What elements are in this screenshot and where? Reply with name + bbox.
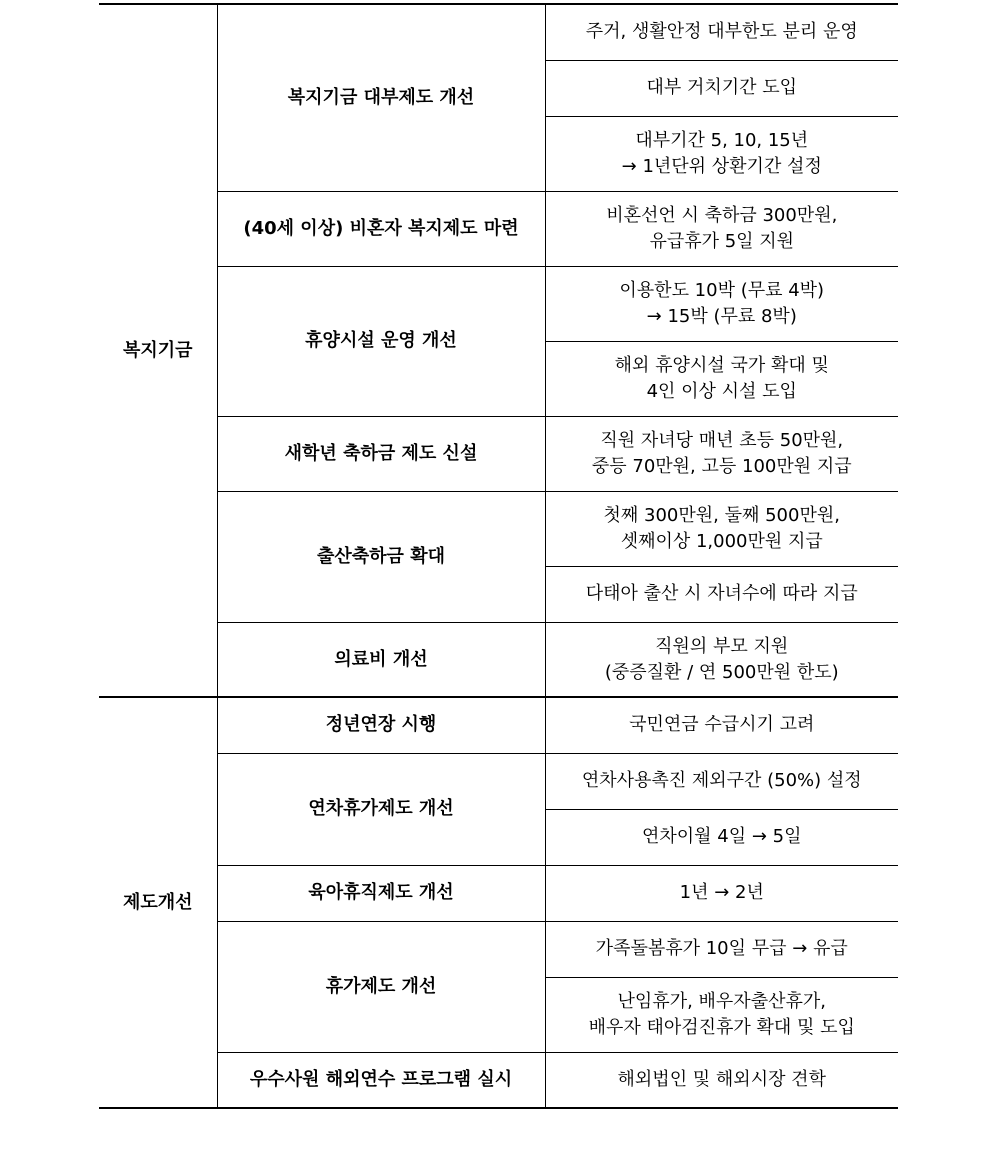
detail-line: → 15박 (무료 8박): [646, 305, 797, 327]
table-row: [99, 1052, 898, 1108]
detail-line: 직원의 부모 지원: [655, 635, 789, 657]
detail-cell: [545, 753, 898, 809]
detail-cell: [545, 622, 898, 697]
item-cell: 의료비 개선: [217, 622, 545, 697]
detail-line: 가족돌봄휴가 10일 무급 → 유급: [595, 938, 848, 959]
item-cell: 휴가제도 개선: [217, 921, 545, 1052]
detail-line: → 1년단위 상환기간 설정: [621, 155, 822, 177]
table-row: [99, 266, 898, 341]
detail-line: 유급휴가 5일 지원: [649, 230, 795, 252]
detail-line: 난임휴가, 배우자출산휴가,: [617, 990, 826, 1012]
table-row: [99, 622, 898, 697]
table-row: [99, 191, 898, 266]
detail-line: 셋째이상 1,000만원 지급: [620, 530, 823, 552]
detail-line: 중등 70만원, 고등 100만원 지급: [591, 455, 852, 477]
item-cell: 정년연장 시행: [217, 697, 545, 753]
table-row: [99, 865, 898, 921]
category-cell: 복지기금: [99, 4, 217, 697]
detail-cell: [545, 416, 898, 491]
detail-line: 대부기간 5, 10, 15년: [635, 129, 809, 151]
detail-line: 대부 거치기간 도입: [646, 77, 798, 98]
detail-cell: [545, 1052, 898, 1108]
item-cell: 휴양시설 운영 개선: [217, 266, 545, 416]
table-row: [99, 753, 898, 809]
item-cell: 우수사원 해외연수 프로그램 실시: [217, 1052, 545, 1108]
detail-line: 배우자 태아검진휴가 확대 및 도입: [588, 1016, 855, 1038]
item-cell: 복지기금 대부제도 개선: [217, 4, 545, 191]
table-row: [99, 921, 898, 977]
detail-cell: [545, 921, 898, 977]
detail-line: 이용한도 10박 (무료 4박): [619, 279, 825, 301]
table-row: [99, 416, 898, 491]
detail-cell: [545, 865, 898, 921]
detail-line: 4인 이상 시설 도입: [646, 380, 797, 402]
detail-line: 해외법인 및 해외시장 견학: [617, 1068, 826, 1090]
detail-line: 국민연금 수급시기 고려: [629, 714, 815, 736]
category-cell: 제도개선: [99, 697, 217, 1108]
detail-line: 비혼선언 시 축하금 300만원,: [606, 204, 838, 226]
detail-cell: [545, 4, 898, 60]
detail-line: 연차사용촉진 제외구간 (50%) 설정: [581, 770, 862, 791]
detail-cell: [545, 341, 898, 416]
detail-cell: [545, 191, 898, 266]
detail-line: 다태아 출산 시 자녀수에 따라 지급: [585, 583, 858, 604]
item-cell: 새학년 축하금 제도 신설: [217, 416, 545, 491]
item-cell: 출산축하금 확대: [217, 491, 545, 622]
table-row: [99, 697, 898, 753]
detail-cell: [545, 566, 898, 622]
detail-line: 직원 자녀당 매년 초등 50만원,: [600, 429, 844, 451]
detail-cell: [545, 809, 898, 865]
detail-line: 1년 → 2년: [679, 882, 764, 903]
detail-line: 주거, 생활안정 대부한도 분리 운영: [585, 21, 858, 43]
detail-line: 해외 휴양시설 국가 확대 및: [614, 354, 829, 376]
item-cell: (40세 이상) 비혼자 복지제도 마련: [217, 191, 545, 266]
detail-cell: [545, 697, 898, 753]
detail-cell: [545, 60, 898, 116]
detail-cell: [545, 116, 898, 191]
table-row: [99, 491, 898, 566]
detail-cell: [545, 491, 898, 566]
detail-cell: [545, 266, 898, 341]
item-cell: 육아휴직제도 개선: [217, 865, 545, 921]
table-row: [99, 4, 898, 60]
detail-cell: [545, 977, 898, 1052]
detail-line: 연차이월 4일 → 5일: [642, 826, 802, 847]
welfare-improvement-table: [99, 3, 898, 1109]
detail-line: (중증질환 / 연 500만원 한도): [604, 661, 839, 683]
item-cell: 연차휴가제도 개선: [217, 753, 545, 865]
detail-line: 첫째 300만원, 둘째 500만원,: [603, 504, 840, 526]
